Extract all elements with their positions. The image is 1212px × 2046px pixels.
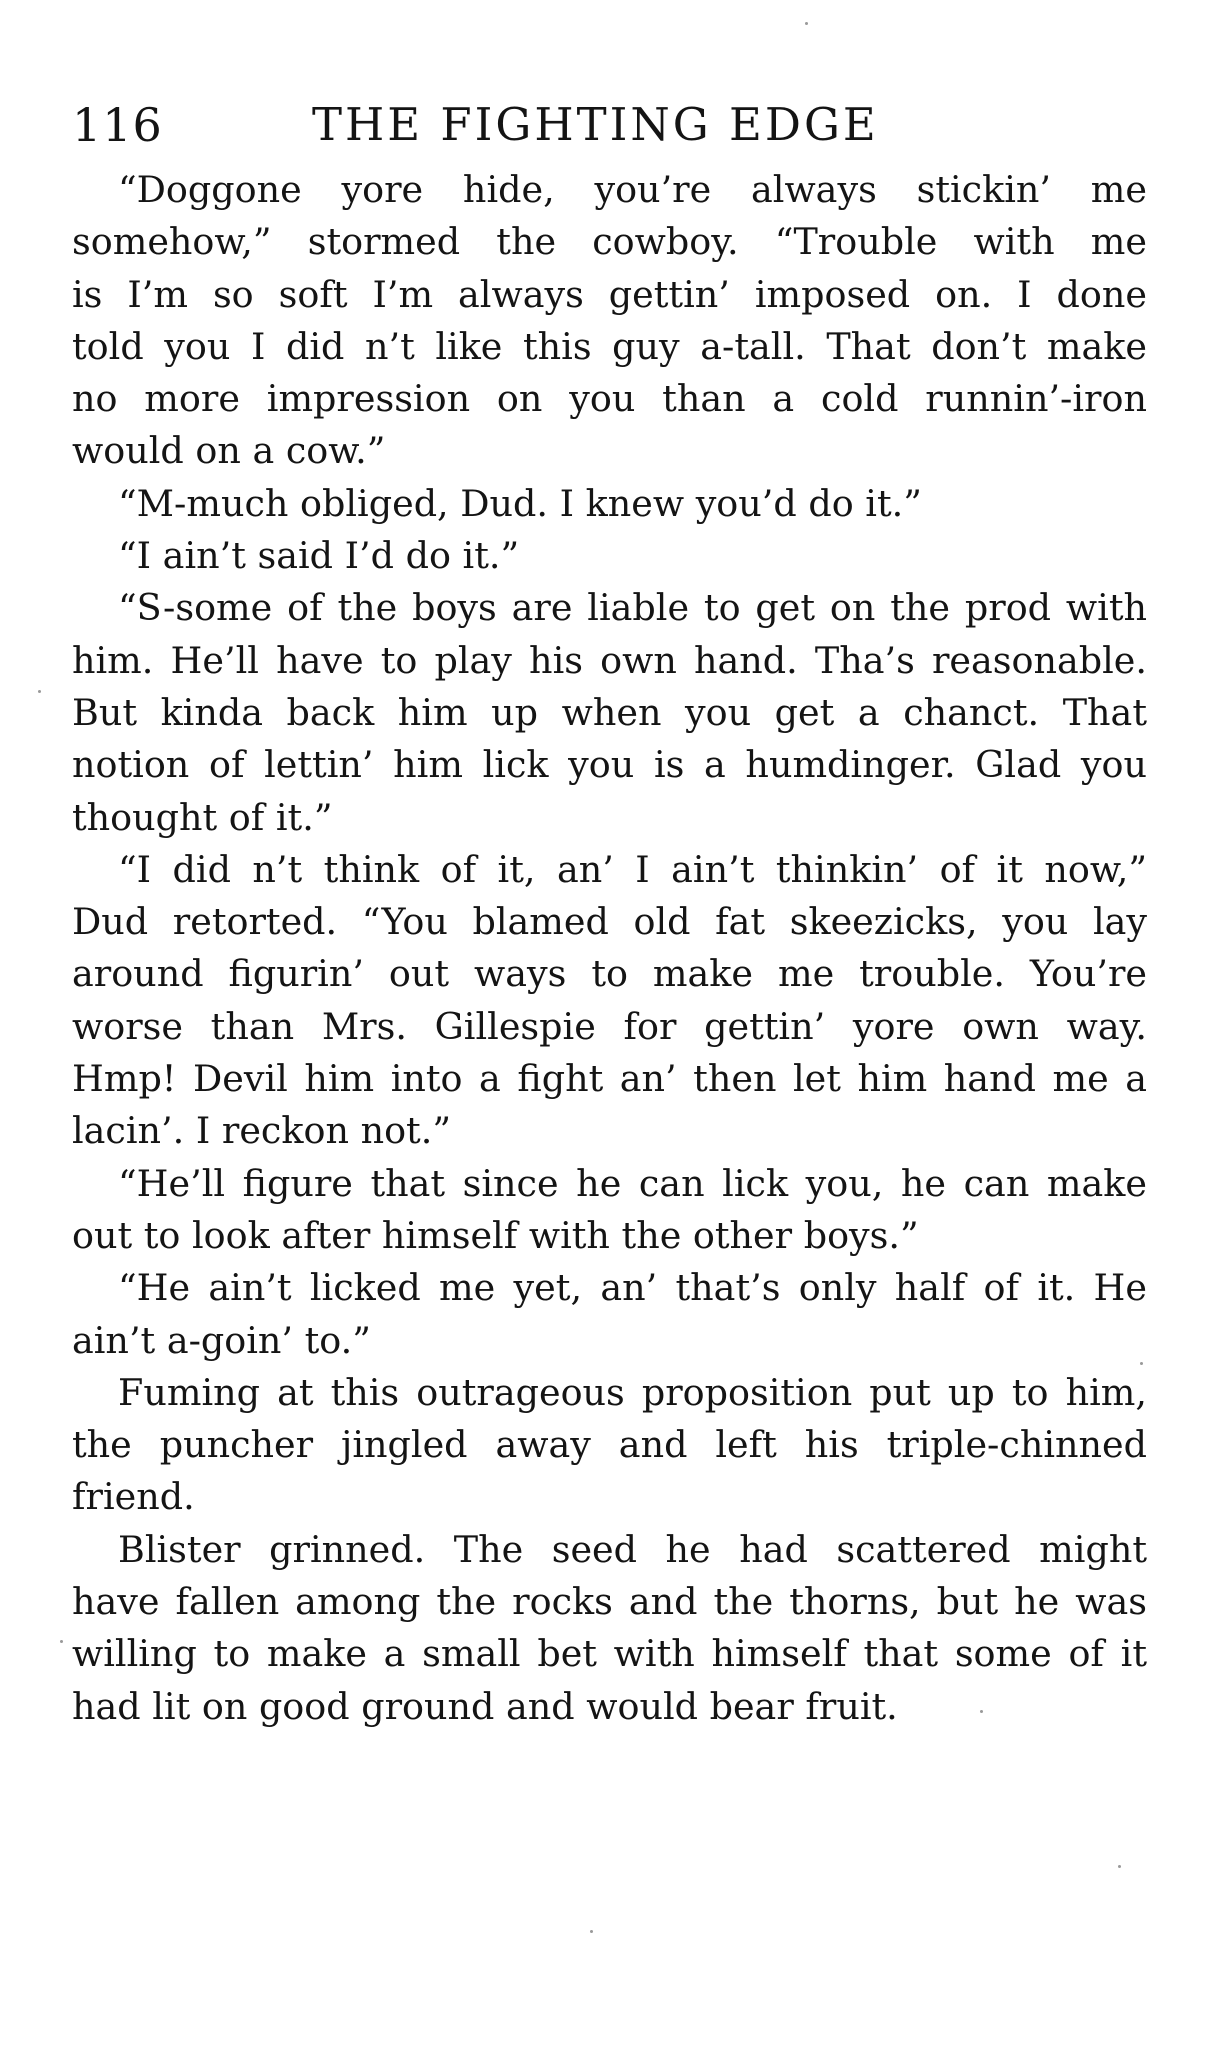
paragraph bbox=[72, 1524, 1147, 1733]
text-line: him. He’ll have to play his own hand. Tha’s reasonable. bbox=[72, 638, 1147, 682]
text-line: would on a cow.” bbox=[72, 429, 386, 473]
text-line: “S-some of the boys are liable to get on the prod with bbox=[118, 586, 1147, 630]
text-line: “He’ll figure that since he can lick you, he can make bbox=[118, 1161, 1147, 1205]
paragraph bbox=[72, 1367, 1147, 1524]
text-line: Fuming at this outrageous proposition put up to him, bbox=[118, 1370, 1147, 1414]
text-line: Dud retorted. “You blamed old fat skeezicks, you lay bbox=[72, 900, 1147, 944]
paragraph bbox=[72, 844, 1147, 1158]
paper-speck bbox=[980, 1710, 983, 1713]
text-line: “I ain’t said I’d do it.” bbox=[118, 534, 520, 578]
page-number: 116 bbox=[72, 98, 163, 152]
paragraph bbox=[72, 1262, 1147, 1367]
text-line: the puncher jingled away and left his triple-chinned bbox=[72, 1423, 1147, 1467]
page-header bbox=[72, 92, 1147, 158]
paragraph bbox=[72, 530, 1147, 582]
paragraph bbox=[72, 164, 1147, 478]
text-line: is I’m so soft I’m always gettin’ imposed on. I done bbox=[72, 272, 1147, 316]
text-line: ain’t a-goin’ to.” bbox=[72, 1318, 371, 1362]
text-line: somehow,” stormed the cowboy. “Trouble with me bbox=[72, 220, 1147, 264]
paper-speck bbox=[590, 1930, 593, 1933]
text-line: notion of lettin’ him lick you is a humdinger. Glad you bbox=[72, 743, 1147, 787]
paper-speck bbox=[1140, 1362, 1143, 1365]
paragraph bbox=[72, 582, 1147, 843]
text-line: willing to make a small bet with himself that some of it bbox=[72, 1632, 1147, 1676]
text-line: friend. bbox=[72, 1475, 195, 1519]
text-line: Blister grinned. The seed he had scattered might bbox=[118, 1527, 1147, 1571]
text-line: out to look after himself with the other boys.” bbox=[72, 1213, 919, 1257]
text-line: around figurin’ out ways to make me trouble. You’re bbox=[72, 952, 1147, 996]
paragraph bbox=[72, 1158, 1147, 1263]
text-line: “Doggone yore hide, you’re always stickin’ me bbox=[118, 168, 1147, 211]
text-line: told you I did n’t like this guy a-tall. That don’t make bbox=[72, 324, 1147, 368]
text-line: no more impression on you than a cold runnin’-iron bbox=[72, 377, 1147, 421]
paper-speck bbox=[60, 1640, 63, 1643]
text-line: But kinda back him up when you get a chanct. That bbox=[72, 690, 1147, 734]
running-head: THE FIGHTING EDGE bbox=[312, 98, 879, 151]
text-line: “He ain’t licked me yet, an’ that’s only half of it. He bbox=[118, 1266, 1147, 1310]
paragraph bbox=[72, 478, 1147, 530]
book-page bbox=[72, 92, 1147, 1733]
paper-speck bbox=[38, 690, 41, 693]
paper-speck bbox=[805, 22, 808, 25]
text-line: have fallen among the rocks and the thorns, but he was bbox=[72, 1580, 1147, 1624]
text-line: lacin’. I reckon not.” bbox=[72, 1109, 451, 1153]
body-text bbox=[72, 164, 1147, 1733]
text-line: “I did n’t think of it, an’ I ain’t thinkin’ of it now,” bbox=[118, 847, 1147, 891]
text-line: thought of it.” bbox=[72, 795, 333, 839]
text-line: had lit on good ground and would bear fruit. bbox=[72, 1684, 898, 1728]
text-line: worse than Mrs. Gillespie for gettin’ yore own way. bbox=[72, 1004, 1147, 1048]
text-line: Hmp! Devil him into a fight an’ then let him hand me a bbox=[72, 1057, 1147, 1101]
paper-speck bbox=[1118, 1865, 1121, 1868]
text-line: “M-much obliged, Dud. I knew you’d do it.” bbox=[118, 481, 922, 525]
